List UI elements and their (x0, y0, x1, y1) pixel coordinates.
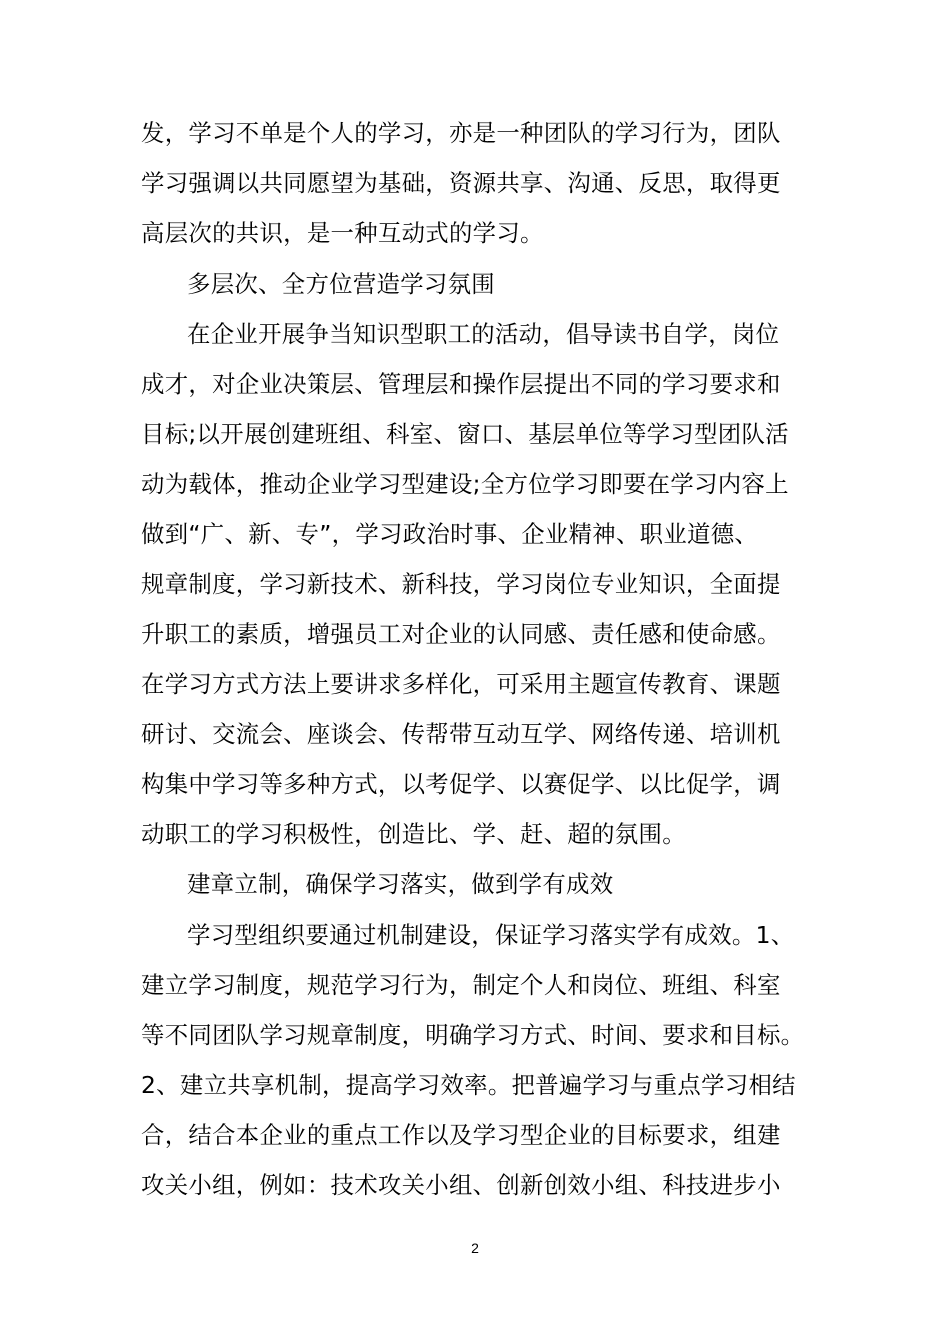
text-line: 构集中学习等多种方式，以考促学、以赛促学、以比促学，调 (141, 770, 781, 798)
text-line: 研讨、交流会、座谈会、传帮带互动互学、网络传递、培训机 (141, 720, 781, 748)
text-line: 在学习方式方法上要讲求多样化，可采用主题宣传教育、课题 (141, 670, 781, 698)
text-line: 升职工的素质，增强员工对企业的认同感、责任感和使命感。 (141, 620, 781, 648)
text-line: 合，结合本企业的重点工作以及学习型企业的目标要求，组建 (141, 1121, 781, 1149)
section-heading: 多层次、全方位营造学习氛围 (187, 270, 495, 298)
text-line: 学习强调以共同愿望为基础，资源共享、沟通、反思，取得更 (141, 169, 781, 197)
text-line: 在企业开展争当知识型职工的活动，倡导读书自学，岗位 (187, 320, 780, 348)
text-line: 成才，对企业决策层、管理层和操作层提出不同的学习要求和 (141, 370, 781, 398)
section-heading: 建章立制，确保学习落实，做到学有成效 (187, 870, 614, 898)
text-line: 发，学习不单是个人的学习，亦是一种团队的学习行为，团队 (141, 119, 781, 147)
text-line: 目标;以开展创建班组、科室、窗口、基层单位等学习型团队活 (141, 420, 789, 448)
text-line: 2、建立共享机制，提高学习效率。把普遍学习与重点学习相结 (141, 1071, 796, 1099)
text-line: 攻关小组，例如：技术攻关小组、创新创效小组、科技进步小 (141, 1171, 781, 1199)
text-line: 规章制度，学习新技术、新科技，学习岗位专业知识，全面提 (141, 570, 781, 598)
text-line: 建立学习制度，规范学习行为，制定个人和岗位、班组、科室 (141, 971, 781, 999)
page-number: 2 (471, 1240, 479, 1256)
text-line: 高层次的共识，是一种互动式的学习。 (141, 219, 544, 247)
text-line: 学习型组织要通过机制建设，保证学习落实学有成效。1、 (187, 921, 795, 949)
text-line: 等不同团队学习规章制度，明确学习方式、时间、要求和目标。 (141, 1021, 805, 1049)
text-line: 动职工的学习积极性，创造比、学、赶、超的氛围。 (141, 820, 686, 848)
text-line: 动为载体，推动企业学习型建设;全方位学习即要在学习内容上 (141, 470, 789, 498)
text-line: 做到“广、新、专”，学习政治时事、企业精神、职业道德、 (141, 520, 759, 548)
